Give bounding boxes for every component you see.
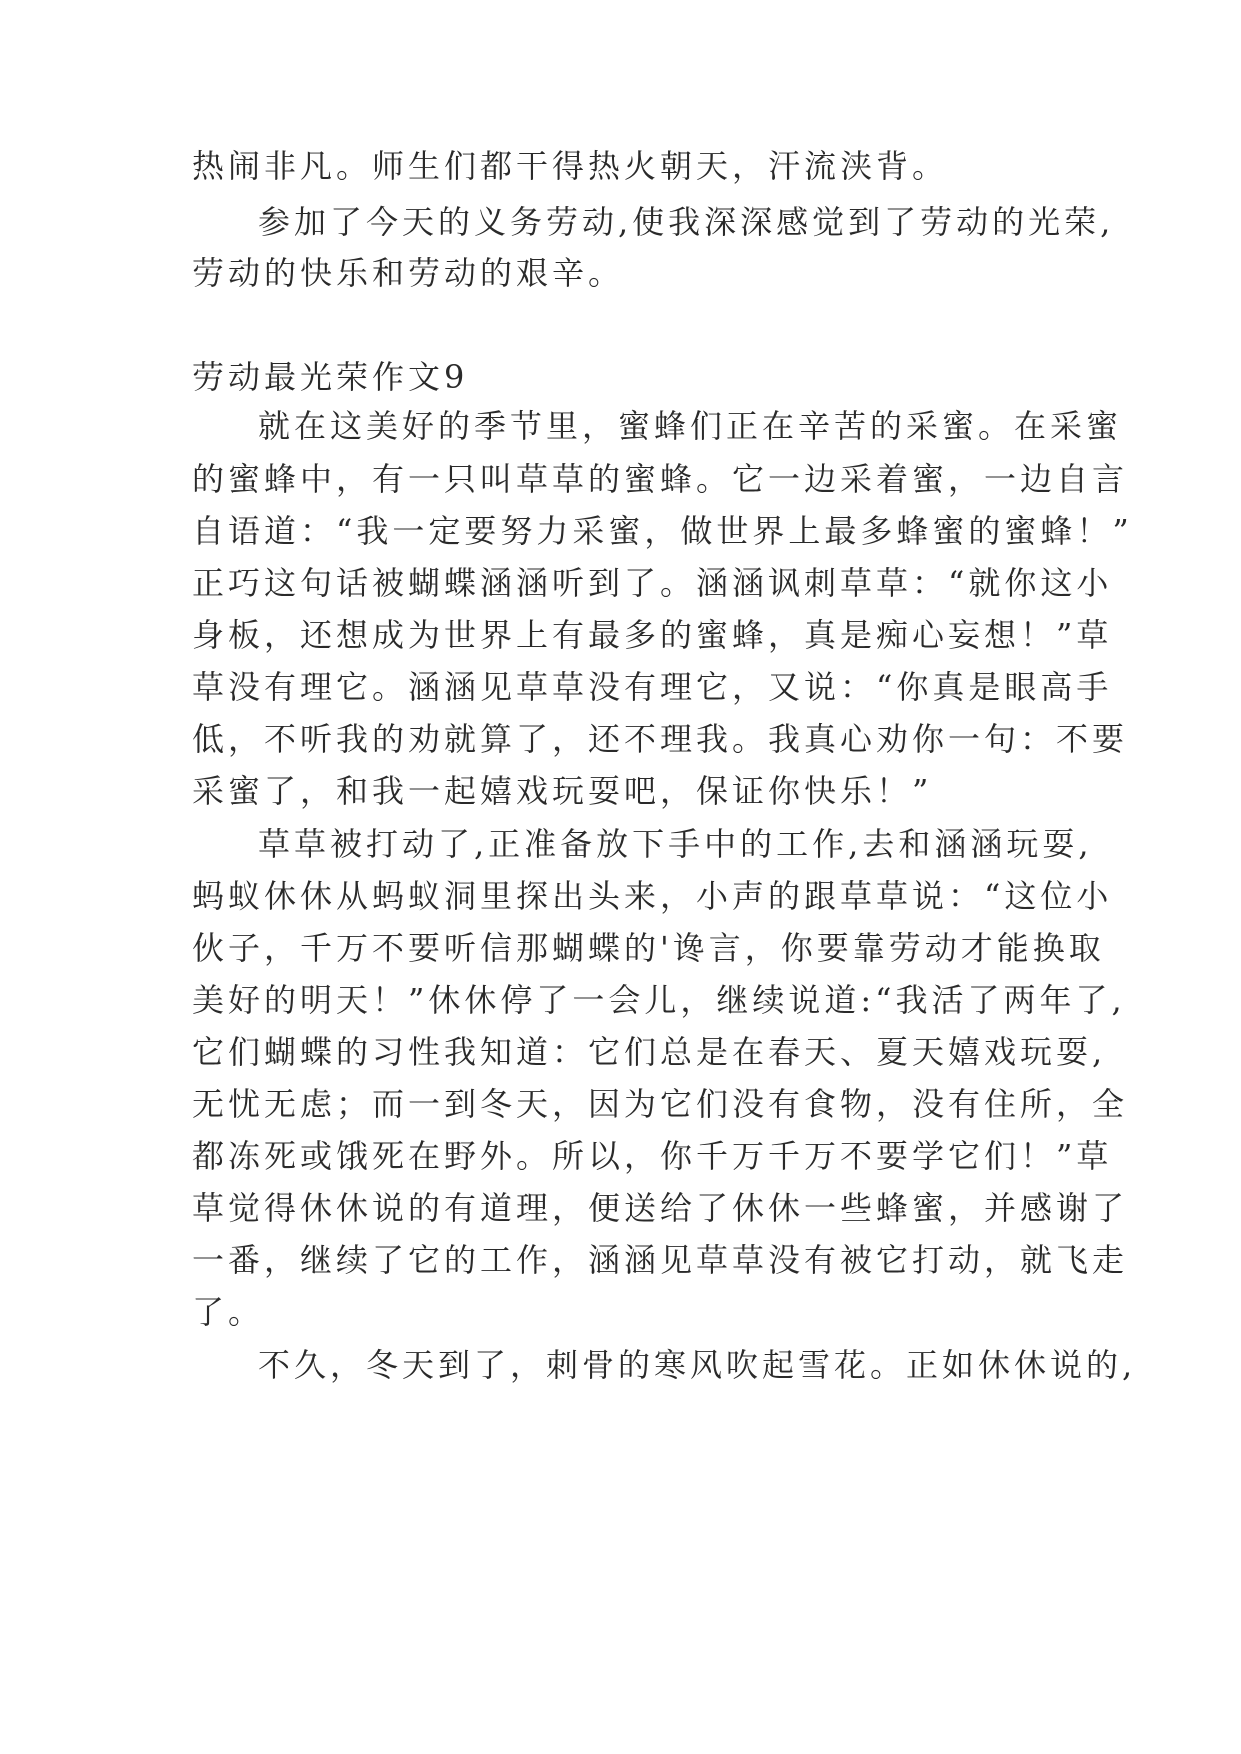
paragraph-line: 了。 bbox=[192, 1293, 265, 1331]
paragraph-line: 它们蝴蝶的习性我知道：它们总是在春天、夏天嬉戏玩耍, bbox=[192, 1033, 1107, 1071]
paragraph-line: 草没有理它。涵涵见草草没有理它，又说：“你真是眼高手 bbox=[192, 668, 1113, 706]
paragraph-line: 正巧这句话被蝴蝶涵涵听到了。涵涵讽刺草草：“就你这小 bbox=[192, 564, 1113, 602]
paragraph-line: 蚂蚁休休从蚂蚁洞里探出头来，小声的跟草草说：“这位小 bbox=[192, 877, 1113, 915]
paragraph-line: 伙子，千万不要听信那蝴蝶的'谗言，你要靠劳动才能换取 bbox=[192, 929, 1105, 967]
paragraph-line: 无忧无虑；而一到冬天，因为它们没有食物，没有住所，全 bbox=[192, 1085, 1129, 1123]
paragraph-line: 一番，继续了它的工作，涵涵见草草没有被它打动，就飞走 bbox=[192, 1241, 1129, 1279]
paragraph-line: 身板，还想成为世界上有最多的蜜蜂，真是痴心妄想！”草 bbox=[192, 616, 1113, 654]
paragraph-line: 采蜜了，和我一起嬉戏玩耍吧，保证你快乐！” bbox=[192, 772, 933, 810]
section-heading: 劳动最光荣作文9 bbox=[192, 358, 469, 396]
paragraph-line: 劳动的快乐和劳动的艰辛。 bbox=[192, 254, 625, 292]
paragraph-line: 参加了今天的义务劳动,使我深深感觉到了劳动的光荣, bbox=[258, 203, 1115, 241]
paragraph-line: 低，不听我的劝就算了，还不理我。我真心劝你一句：不要 bbox=[192, 720, 1129, 758]
paragraph-line: 草草被打动了,正准备放下手中的工作,去和涵涵玩耍, bbox=[258, 825, 1093, 863]
paragraph-line: 都冻死或饿死在野外。所以，你千万千万不要学它们！”草 bbox=[192, 1137, 1113, 1175]
paragraph-line: 热闹非凡。师生们都干得热火朝天，汗流浃背。 bbox=[192, 147, 949, 185]
paragraph-line: 自语道：“我一定要努力采蜜，做世界上最多蜂蜜的蜜蜂！” bbox=[192, 512, 1133, 550]
paragraph-line: 不久，冬天到了，刺骨的寒风吹起雪花。正如休休说的, bbox=[258, 1346, 1137, 1384]
paragraph-line: 就在这美好的季节里，蜜蜂们正在辛苦的采蜜。在采蜜 bbox=[258, 407, 1123, 445]
paragraph-line: 的蜜蜂中，有一只叫草草的蜜蜂。它一边采着蜜，一边自言 bbox=[192, 460, 1129, 498]
paragraph-line: 美好的明天！”休休停了一会儿，继续说道:“我活了两年了, bbox=[192, 981, 1126, 1019]
paragraph-line: 草觉得休休说的有道理，便送给了休休一些蜂蜜，并感谢了 bbox=[192, 1189, 1129, 1227]
